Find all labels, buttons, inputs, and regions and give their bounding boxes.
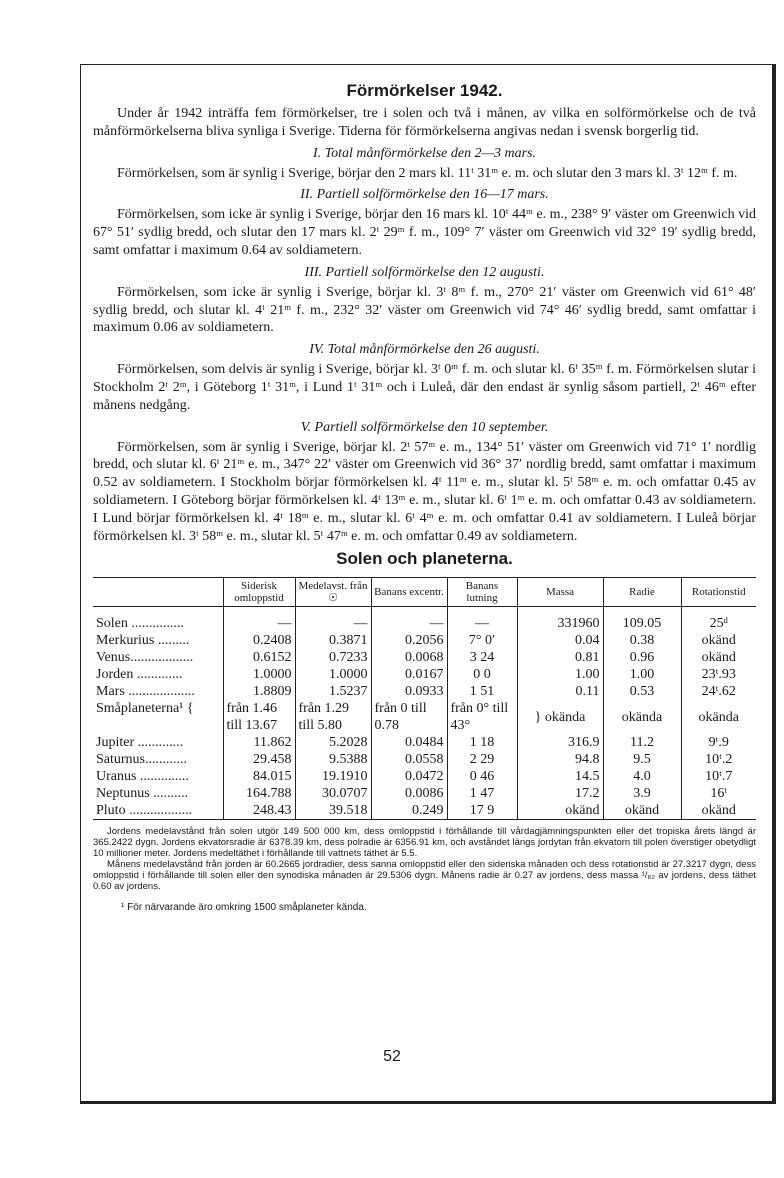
table-body (93, 607, 756, 820)
cell-distance: 19.1910 (295, 768, 371, 785)
eclipse-heading: I. Total månförmörkelse den 2—3 mars. (312, 145, 537, 161)
table-title: Solen och planeterna. (336, 549, 513, 569)
cell-radius: okänd (603, 802, 681, 820)
table-row (93, 768, 756, 785)
cell-period: 1.0000 (223, 666, 295, 683)
cell-radius: 4.0 (603, 768, 681, 785)
cell-name: Saturnus............ (96, 752, 187, 768)
eclipse-2 (93, 187, 756, 259)
eclipse-heading: V. Partiell solförmörkelse den 10 september. (300, 419, 549, 435)
eclipse-5 (93, 420, 756, 546)
header-period: Siderisk omloppstid (223, 578, 295, 607)
table-row (93, 632, 756, 649)
cell-eccentricity: från 0 till 0.78 (371, 700, 447, 734)
cell-period: 0.6152 (223, 649, 295, 666)
cell-mass: 17.2 (517, 785, 603, 802)
cell-radius: 1.00 (603, 666, 681, 683)
cell-period: 84.015 (223, 768, 295, 785)
cell-distance: 0.7233 (295, 649, 371, 666)
table-header-row (93, 578, 756, 607)
eclipse-text: Förmörkelsen, som är synlig i Sverige, börjar kl. 2ᵗ 57ᵐ e. m., 134° 51′ väster om Greenwich vid 71° 1′ nordlig bredd, och slutar kl. 6ᵗ 21ᵐ e. m., 347° 22′ väster om Greenwich vid 36° 37′ nordlig bredd, samt omfattar i maximum 0.52 av soldiametern. I Stockholm börjar förmörkelsen kl. 4ᵗ 11ᵐ e. m., slutar kl. 5ᵗ 58ᵐ e. m. och omfattar 0.45 av soldiametern. I Göteborg börjar förmörkelsen kl. 4ᵗ 13ᵐ e. m., slutar kl. 6ᵗ 1ᵐ e. m. och omfattar 0.43 av soldiametern. I Lund börjar förmörkelsen kl. 4ᵗ 18ᵐ e. m., slutar kl. 6ᵗ 4ᵐ e. m. och omfattar 0.41 av soldiametern. I Luleå börjar förmörkelsen kl. 3ᵗ 58ᵐ e. m., slutar kl. 5ᵗ 47ᵐ e. m. och omfattar 0.49 av soldiametern. (93, 439, 756, 544)
header-distance: Medelavst. från ☉ (295, 578, 371, 607)
table-row (93, 607, 756, 633)
cell-rotation: 10ᵗ.7 (681, 768, 756, 785)
cell-distance: 30.0707 (295, 785, 371, 802)
cell-eccentricity: 0.0167 (371, 666, 447, 683)
cell-inclination: 1 47 (447, 785, 517, 802)
cell-inclination: 17 9 (447, 802, 517, 820)
eclipse-text: Förmörkelsen, som delvis är synlig i Sverige, börjar kl. 3ᵗ 0ᵐ f. m. och slutar kl. 6ᵗ 35ᵐ f. m. Förmörkelsen slutar i Stockholm 2ᵗ 2ᵐ, i Göteborg 1ᵗ 31ᵐ, i Lund 1ᵗ 31ᵐ och i Luleå, där den endast är synlig såsom partiell, 2ᵗ 46ᵐ efter månens nedgång. (93, 362, 756, 413)
cell-rotation: 23ᵗ.93 (681, 666, 756, 683)
eclipse-heading: III. Partiell solförmörkelse den 12 augusti. (304, 264, 545, 280)
table-row (93, 683, 756, 700)
table-row (93, 802, 756, 820)
cell-eccentricity: 0.0933 (371, 683, 447, 700)
header-radius: Radie (603, 578, 681, 607)
cell-inclination: 1 51 (447, 683, 517, 700)
cell-inclination: 7° 0′ (447, 632, 517, 649)
cell-radius: 109.05 (603, 607, 681, 633)
page-frame (80, 64, 776, 1104)
table-row (93, 666, 756, 683)
cell-rotation: 24ᵗ.62 (681, 683, 756, 700)
cell-eccentricity: — (371, 607, 447, 633)
cell-radius: 0.38 (603, 632, 681, 649)
intro-paragraph: Under år 1942 inträffa fem förmörkelser, tre i solen och två i månen, av vilka en solförmörkelse och de två månförmörkelserna bliva synliga i Sverige. Tiderna för förmörkelserna angivas nedan i svensk borgerlig tid. (93, 106, 756, 139)
cell-radius: okända (603, 700, 681, 734)
cell-name: Jupiter ............. (96, 735, 184, 751)
cell-inclination: 0 46 (447, 768, 517, 785)
cell-inclination: från 0° till 43° (447, 700, 517, 734)
cell-eccentricity: 0.0086 (371, 785, 447, 802)
table-row (93, 785, 756, 802)
table-row (93, 649, 756, 666)
cell-rotation: 9ᵗ.9 (681, 734, 756, 751)
cell-rotation: okända (681, 700, 756, 734)
planets-table (93, 577, 756, 820)
cell-distance: 9.5388 (295, 751, 371, 768)
cell-mass: okänd (517, 802, 603, 820)
cell-inclination: 1 18 (447, 734, 517, 751)
cell-rotation: 16ᵗ (681, 785, 756, 802)
cell-distance: — (295, 607, 371, 633)
cell-inclination: 2 29 (447, 751, 517, 768)
cell-period: 164.788 (223, 785, 295, 802)
header-mass: Massa (517, 578, 603, 607)
cell-radius: 11.2 (603, 734, 681, 751)
cell-inclination: 0 0 (447, 666, 517, 683)
cell-mass: 1.00 (517, 666, 603, 683)
cell-name: Småplaneterna¹ { (96, 701, 194, 717)
cell-distance: 5.2028 (295, 734, 371, 751)
page-title: Förmörkelser 1942. (346, 81, 503, 100)
cell-name: Venus.................. (96, 650, 194, 666)
eclipse-text: Förmörkelsen, som icke är synlig i Sverige, börjar den 16 mars kl. 10ᵗ 44ᵐ e. m., 238° 9′ väster om Greenwich vid 67° 51′ sydlig bredd, och slutar den 17 mars kl. 2ᵗ 29ᵐ f. m., 109° 7′ väster om Greenwich vid 32° 19′ sydlig bredd, samt omfattar i maximum 0.64 av soldiametern. (93, 207, 756, 258)
footnote-small-planets: ¹ För närvarande äro omkring 1500 småplaneter kända. (121, 902, 367, 914)
table-row (93, 734, 756, 751)
cell-period: 1.8809 (223, 683, 295, 700)
footnote-moon: Månens medelavstånd från jorden är 60.2665 jordradier, dess sanna omloppstid eller den sideriska månaden och dess rotationstid är 27.3217 dygn, dess omloppstid i förhållande till solen eller den synodiska månaden är 29.5306 dygn. Månens radie är 0.27 av jordens, dess massa ¹/₈₂ av jordens, dess täthet 0.60 av jordens. (93, 859, 756, 893)
header-inclination: Banans lutning (447, 578, 517, 607)
cell-name: Uranus .............. (96, 769, 189, 785)
header-name (93, 578, 223, 607)
cell-eccentricity: 0.0558 (371, 751, 447, 768)
cell-name: Pluto .................. (93, 802, 223, 820)
table-row (93, 751, 756, 768)
cell-radius: 0.53 (603, 683, 681, 700)
cell-name: Solen ............... (96, 616, 184, 632)
cell-inclination: 3 24 (447, 649, 517, 666)
cell-distance: 1.5237 (295, 683, 371, 700)
eclipse-heading: IV. Total månförmörkelse den 26 augusti. (309, 342, 540, 358)
cell-mass: 14.5 (517, 768, 603, 785)
cell-radius: 0.96 (603, 649, 681, 666)
header-eccentricity: Banans excentr. (371, 578, 447, 607)
eclipse-3 (93, 265, 756, 337)
cell-period: 29.458 (223, 751, 295, 768)
cell-rotation: okänd (681, 632, 756, 649)
cell-mass: 94.8 (517, 751, 603, 768)
eclipse-text: Förmörkelsen, som är synlig i Sverige, börjar den 2 mars kl. 11ᵗ 31ᵐ e. m. och slutar den 3 mars kl. 3ᵗ 12ᵐ f. m. (117, 165, 738, 181)
cell-name: Neptunus .......... (96, 786, 189, 802)
eclipse-1 (93, 146, 756, 183)
footnote-earth: Jordens medelavstånd från solen utgör 149 500 000 km, dess omloppstid i förhållande till vårdagjämningspunkten eller det tropiska årets längd är 365.2422 dygn. Jordens ekvatorsradie är 6378.39 km, dess polradie är 6356.91 km, och avståndet längs jordytan från ekvatorn till polen överstiger obetydligt 10 millioner meter. Jordens medeltäthet i förhållande till vattnets täthet är 5.5. (93, 826, 756, 860)
eclipse-4 (93, 342, 756, 414)
page-number: 52 (383, 1048, 401, 1065)
header-rotation: Rotationstid (681, 578, 756, 607)
cell-radius: 9.5 (603, 751, 681, 768)
cell-period: 248.43 (223, 802, 295, 820)
cell-eccentricity: 0.249 (371, 802, 447, 820)
cell-rotation: okänd (681, 649, 756, 666)
table-row (93, 700, 756, 734)
cell-distance: från 1.29 till 5.80 (295, 700, 371, 734)
cell-period: 0.2408 (223, 632, 295, 649)
cell-name: Jorden ............. (96, 667, 183, 683)
cell-mass: 316.9 (517, 734, 603, 751)
cell-eccentricity: 0.0484 (371, 734, 447, 751)
cell-eccentricity: 0.0472 (371, 768, 447, 785)
cell-rotation: 10ᵗ.2 (681, 751, 756, 768)
cell-period: från 1.46 till 13.67 (223, 700, 295, 734)
cell-name: Mars ................... (96, 684, 195, 700)
cell-eccentricity: 0.2056 (371, 632, 447, 649)
cell-period: 11.862 (223, 734, 295, 751)
cell-distance: 0.3871 (295, 632, 371, 649)
cell-mass: } okända (517, 700, 603, 734)
cell-rotation: okänd (681, 802, 756, 820)
cell-period: — (223, 607, 295, 633)
cell-radius: 3.9 (603, 785, 681, 802)
cell-mass: 0.81 (517, 649, 603, 666)
cell-inclination: — (447, 607, 517, 633)
cell-mass: 0.11 (517, 683, 603, 700)
cell-distance: 1.0000 (295, 666, 371, 683)
eclipse-text: Förmörkelsen, som icke är synlig i Sverige, börjar kl. 3ᵗ 8ᵐ f. m., 270° 21′ väster om Greenwich vid 61° 48′ sydlig bredd, och slutar kl. 4ᵗ 21ᵐ f. m., 232° 32′ väster om Greenwich vid 74° 46′ sydlig bredd, samt omfattar i maximum 0.06 av soldiametern. (93, 284, 756, 336)
eclipse-heading: II. Partiell solförmörkelse den 16—17 mars. (300, 187, 549, 203)
cell-mass: 331960 (517, 607, 603, 633)
cell-name: Merkurius ......... (96, 633, 190, 649)
cell-mass: 0.04 (517, 632, 603, 649)
cell-eccentricity: 0.0068 (371, 649, 447, 666)
cell-rotation: 25ᵈ (681, 607, 756, 633)
cell-distance: 39.518 (295, 802, 371, 820)
